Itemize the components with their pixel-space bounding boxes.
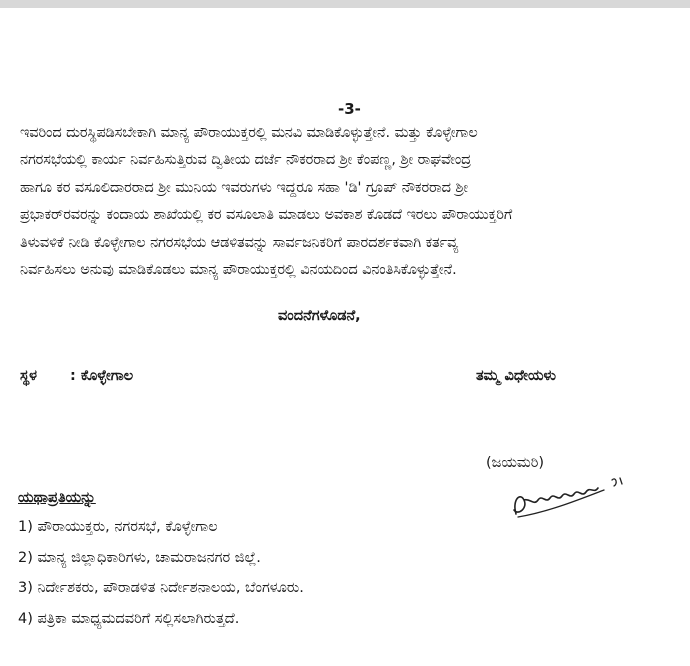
copy-to-list [18,512,304,634]
paragraph-line: ನಿರ್ವಹಿಸಲು ಅನುವು ಮಾಡಿಕೊಡಲು ಮಾನ್ಯ ಪೌರಾಯುಕ್ತರಲ್ಲಿ ವಿನಯದಿಂದ ವಿನಂತಿಸಿಕೊಳ್ಳುತ್ತೇನೆ. [20,261,457,278]
paragraph-line: ಇವರಿಂದ ದುರಸ್ಥಿಪಡಿಸಬೇಕಾಗಿ ಮಾನ್ಯ ಪೌರಾಯುಕ್ತರಲ್ಲಿ ಮನವಿ ಮಾಡಿಕೊಳ್ಳುತ್ತೇನೆ. ಮತ್ತು ಕೊಳ್ಳೇಗಾಲ [20,125,478,141]
page-number: -3- [338,100,361,118]
paragraph-line: ತಿಳುವಳಿಕೆ ನೀಡಿ ಕೊಳ್ಳೇಗಾಲ ನಗರಸಭೆಯ ಆಡಳಿತವನ್ನು ಸಾರ್ವಜನಿಕರಿಗೆ ಪಾರದರ್ಶಕವಾಗಿ ಕರ್ತವ್ಯ [20,234,459,251]
copy-to-title: ಯಥಾಪ್ರತಿಯನ್ನು [18,490,96,506]
paragraph-line: ಪ್ರಭಾಕರ್‌ರವರನ್ನು ಕಂದಾಯ ಶಾಖೆಯಲ್ಲಿ ಕರ ವಸೂಲಾತಿ ಮಾಡಲು ಅವಕಾಶ ಕೊಡದೆ ಇರಲು ಪೌರಾಯುಕ್ತರಿಗೆ [20,207,513,224]
handwritten-signature [508,470,632,522]
yours-faithfully: ತಮ್ಮ ವಿಧೇಯಳು [476,368,556,384]
paragraph-line: ಹಾಗೂ ಕರ ವಸೂಲಿದಾರರಾದ ಶ್ರೀ ಮುನಿಯ ಇವರುಗಳು ಇದ್ದರೂ ಸಹಾ 'ಡಿ' ಗ್ರೂಪ್ ನೌಕರರಾದ ಶ್ರೀ [20,179,468,196]
copy-to-item: 3) ನಿರ್ದೇಶಕರು, ಪೌರಾಡಳಿತ ನಿರ್ದೇಶನಾಲಯ, ಬೆಂಗಳೂರು. [18,580,304,596]
top-edge-shadow [0,0,690,8]
paragraph-line: ನಗರಸಭೆಯಲ್ಲಿ ಕಾರ್ಯ ನಿರ್ವಹಿಸುತ್ತಿರುವ ದ್ವಿತೀಯ ದರ್ಜೆ ನೌಕರರಾದ ಶ್ರೀ ಕೆಂಪಣ್ಣ, ಶ್ರೀ ರಾಘವೇಂದ್ರ [20,152,472,169]
signer-name: (ಜಯಮರಿ) [486,455,545,471]
body-paragraph [20,120,680,284]
closing-salutation: ವಂದನೆಗಳೊಡನೆ, [278,308,361,324]
copy-to-item: 1) ಪೌರಾಯುಕ್ತರು, ನಗರಸಭೆ, ಕೊಳ್ಳೇಗಾಲ [18,519,218,535]
copy-to-item: 4) ಪತ್ರಿಕಾ ಮಾಧ್ಯಮದವರಿಗೆ ಸಲ್ಲಿಸಲಾಗಿರುತ್ತದೆ. [18,610,240,627]
copy-to-item: 2) ಮಾನ್ಯ ಜಿಲ್ಲಾಧಿಕಾರಿಗಳು, ಚಾಮರಾಜನಗರ ಜಿಲ್ಲೆ. [18,549,261,566]
place-label: ಸ್ಥಳ [20,368,38,384]
place-value: : ಕೊಳ್ಳೇಗಾಲ [70,368,134,384]
